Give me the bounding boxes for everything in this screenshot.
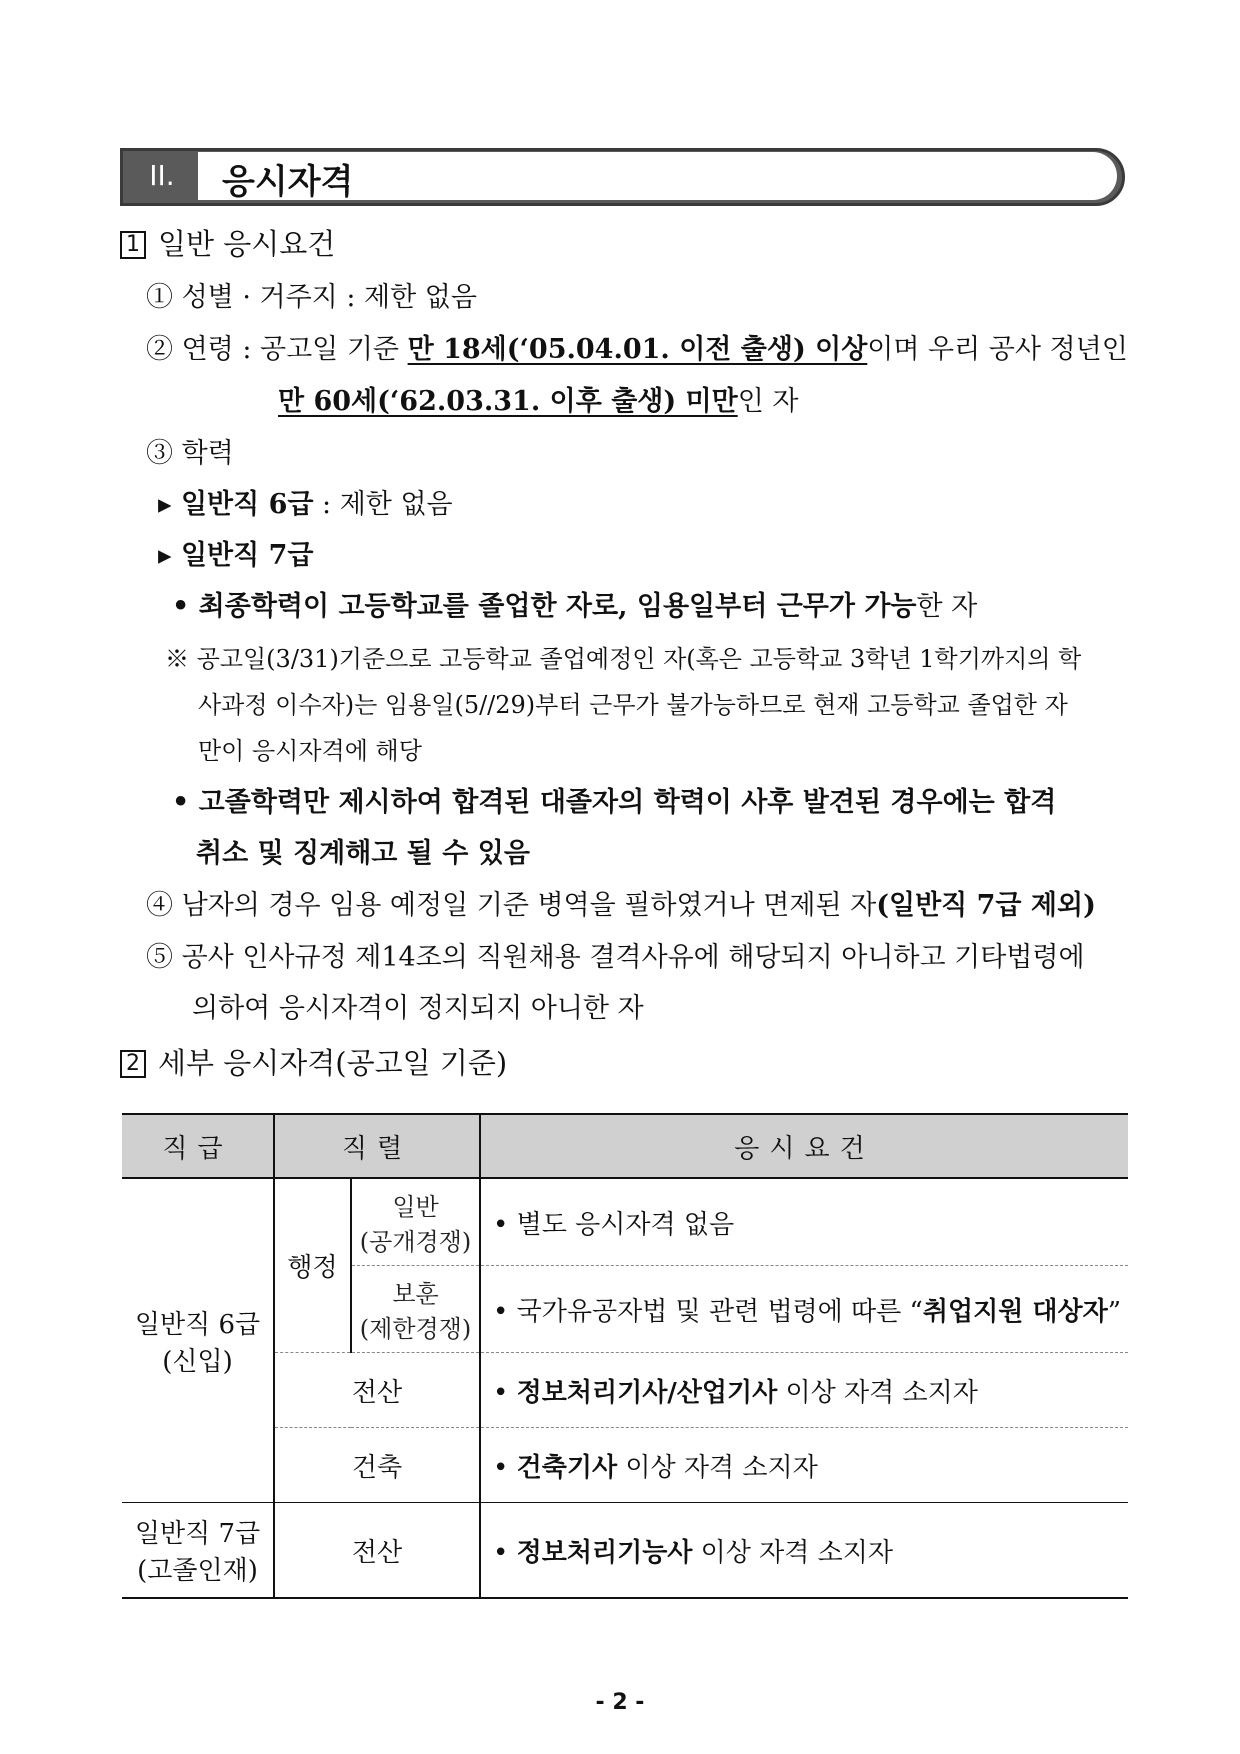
section-header	[120, 148, 1125, 206]
general-type: (공개경쟁)	[359, 1228, 472, 1256]
header-grade: 직급	[122, 1114, 274, 1178]
grade-6-type: (신입)	[162, 1346, 233, 1377]
page-number: - 2 -	[595, 1690, 645, 1715]
item-2-age-cont	[278, 386, 798, 417]
req-computing-6-suffix: 이상 자격 소지자	[777, 1377, 978, 1408]
grade-7-label: ▸ 일반직 7급	[158, 540, 314, 571]
requirements-table	[122, 1113, 1128, 1599]
req-computing-7-bullet: •	[493, 1537, 517, 1568]
architecture-cell: 건축	[274, 1428, 480, 1503]
age-lower-bound: 만 18세(‘05.04.01. 이전 출생) 이상	[407, 334, 868, 365]
note-line-3: 만이 응시자격에 해당	[198, 737, 422, 765]
grade-7-bullet-2-cont: 취소 및 징계해고 될 수 있음	[196, 838, 530, 869]
subsection-2-number: 2	[120, 1050, 146, 1078]
computing-7-cell: 전산	[274, 1503, 480, 1599]
req-computing-6-bold: 정보처리기사/산업기사	[516, 1377, 778, 1408]
req-veteran-suffix: ”	[1107, 1296, 1122, 1327]
veteran-type: (제한경쟁)	[359, 1315, 472, 1343]
general-cell	[351, 1178, 480, 1266]
grade-7-cell	[122, 1503, 274, 1599]
item-1-gender-residence: ① 성별 · 거주지 : 제한 없음	[146, 282, 477, 313]
table-header-row	[122, 1114, 1128, 1178]
item-2-age	[146, 334, 1128, 365]
general-label: 일반	[392, 1193, 439, 1221]
grade-7-bullet-1	[172, 591, 977, 622]
section-number: II.	[149, 159, 175, 192]
grade-6-requirement: : 제한 없음	[313, 489, 453, 520]
age-upper-bound: 만 60세(‘62.03.31. 이후 출생) 미만	[278, 386, 738, 417]
subsection-1-heading	[120, 228, 335, 261]
computing-6-cell: 전산	[274, 1353, 480, 1428]
grade-7-type: (고졸인재)	[137, 1556, 258, 1586]
req-architecture-bullet: •	[493, 1452, 517, 1483]
item-5-disqualification-cont: 의하여 응시자격이 정지되지 아니한 자	[192, 993, 644, 1024]
req-veteran	[480, 1266, 1128, 1353]
header-requirements: 응시요건	[480, 1114, 1128, 1178]
veteran-label: 보훈	[392, 1280, 439, 1308]
req-architecture-bold: 건축기사	[516, 1452, 618, 1483]
req-computing-6	[480, 1353, 1128, 1428]
req-veteran-bold: 취업지원 대상자	[922, 1296, 1108, 1327]
military-exception: (일반직 7급 제외)	[876, 890, 1096, 921]
grade-6-education	[158, 489, 453, 520]
subsection-2-title: 세부 응시자격(공고일 기준)	[158, 1046, 508, 1080]
note-line-2: 사과정 이수자)는 임용일(5//29)부터 근무가 불가능하므로 현재 고등학교 졸업한 자	[198, 691, 1068, 719]
subsection-1-title: 일반 응시요건	[158, 227, 336, 261]
age-middle-text: 이며 우리 공사 정년인	[867, 334, 1128, 365]
item-3-education: ③ 학력	[146, 438, 234, 469]
grade-7-name: 일반직 7급	[134, 1519, 261, 1549]
req-veteran-prefix: • 국가유공자법 및 관련 법령에 따른 “	[493, 1296, 923, 1327]
subsection-2-heading	[120, 1047, 507, 1080]
admin-cell: 행정	[274, 1178, 351, 1353]
req-computing-6-bullet: •	[493, 1377, 517, 1408]
req-computing-7-bold: 정보처리기능사	[516, 1537, 693, 1568]
veteran-cell	[351, 1266, 480, 1353]
section-title: 응시자격	[222, 162, 354, 202]
grade-6-label: ▸ 일반직 6급	[158, 489, 314, 520]
grade-6-cell	[122, 1178, 274, 1503]
table-row	[122, 1178, 1128, 1266]
header-job-series: 직렬	[274, 1114, 480, 1178]
req-computing-7-suffix: 이상 자격 소지자	[692, 1537, 894, 1568]
table-row	[122, 1503, 1128, 1599]
grade-7-bullet-1-bold: • 최종학력이 고등학교를 졸업한 자로, 임용일부터 근무가 가능	[172, 591, 917, 622]
age-prefix: ② 연령 : 공고일 기준	[146, 334, 408, 365]
req-architecture	[480, 1428, 1128, 1503]
req-general: • 별도 응시자격 없음	[480, 1178, 1128, 1266]
military-text: ④ 남자의 경우 임용 예정일 기준 병역을 필하였거나 면제된 자	[146, 890, 877, 921]
subsection-1-number: 1	[120, 231, 146, 259]
req-architecture-suffix: 이상 자격 소지자	[617, 1452, 818, 1483]
note-line-1: ※ 공고일(3/31)기준으로 고등학교 졸업예정인 자(혹은 고등학교 3학년 1학기까지의 학	[165, 645, 1082, 673]
age-suffix: 인 자	[737, 386, 799, 417]
item-4-military	[146, 890, 1096, 921]
grade-6-name: 일반직 6급	[134, 1309, 261, 1340]
item-5-disqualification: ⑤ 공사 인사규정 제14조의 직원채용 결격사유에 해당되지 아니하고 기타법령에	[146, 942, 1085, 973]
req-computing-7	[480, 1503, 1128, 1599]
grade-7-bullet-2: • 고졸학력만 제시하여 합격된 대졸자의 학력이 사후 발견된 경우에는 합격	[172, 787, 1057, 818]
grade-7-bullet-1-suffix: 한 자	[916, 591, 978, 622]
